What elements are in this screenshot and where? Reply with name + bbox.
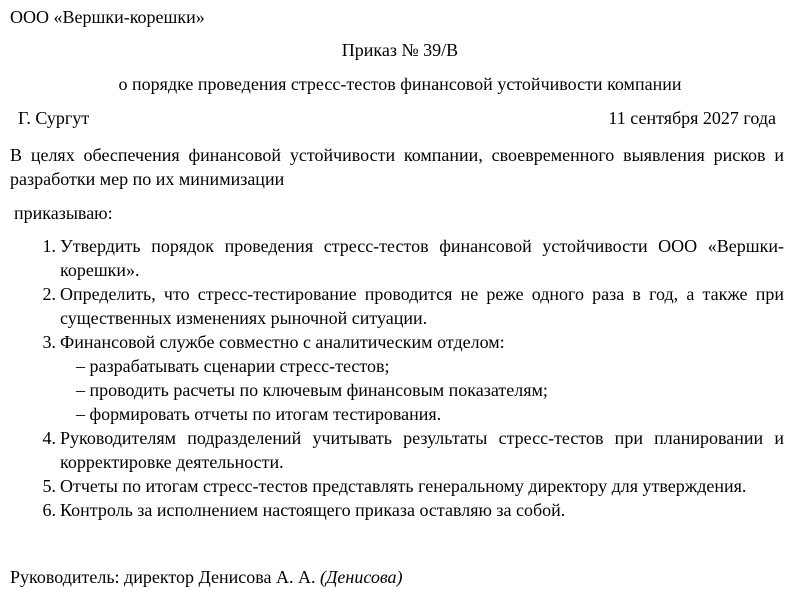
item-text: Утвердить порядок проведения стресс-тестов финансовой устойчивости ООО «Вершки-корешки». [60,236,784,280]
signature-prefix: Руководитель: директор Денисова А. А. [10,567,316,587]
list-item [10,426,784,474]
place: Г. Сургут [18,108,90,128]
order-subject: о порядке проведения стресс-тестов финансовой устойчивости компании [118,74,682,94]
order-title: Приказ № 39/В [341,40,459,60]
preamble: В целях обеспечения финансовой устойчивости компании, своевременного выявления рисков и разработки мер по их минимизации [10,145,784,189]
item-number: 2. [42,284,56,304]
subitem: – разрабатывать сценарии стресс-тестов; [76,356,390,376]
item-number: 4. [42,428,56,448]
item-text: Руководителям подразделений учитывать результаты стресс-тестов при планировании и корректировке деятельности. [60,428,784,472]
list-item [10,282,784,330]
order-items-list [10,234,784,522]
item-text: Определить, что стресс-тестирование проводится не реже одного раза в год, а также при существенных изменениях рыночной ситуации. [60,284,784,328]
subitem: – проводить расчеты по ключевым финансовым показателям; [76,380,548,400]
list-item [10,474,784,498]
signature-line [10,565,403,589]
list-item [10,330,784,426]
order-word: приказываю: [14,203,113,223]
item-number: 1. [42,236,56,256]
item-number: 5. [42,476,56,496]
item-number: 6. [42,500,56,520]
list-item [10,498,784,522]
item-text-with-subitems [56,330,784,426]
item-text: Отчеты по итогам стресс-тестов представлять генеральному директору для утверждения. [60,476,747,496]
place-date-row [18,106,776,130]
list-item [10,234,784,282]
item-text: Контроль за исполнением настоящего приказа оставляю за собой. [60,500,566,520]
signature-name: (Денисова) [319,567,403,587]
subitem: – формировать отчеты по итогам тестирования. [76,404,442,424]
date: 11 сентября 2027 года [608,108,776,128]
item-text: Финансовой службе совместно с аналитическим отделом: [60,332,505,352]
item-number: 3. [42,332,56,352]
organization-name: ООО «Вершки-корешки» [10,7,205,27]
